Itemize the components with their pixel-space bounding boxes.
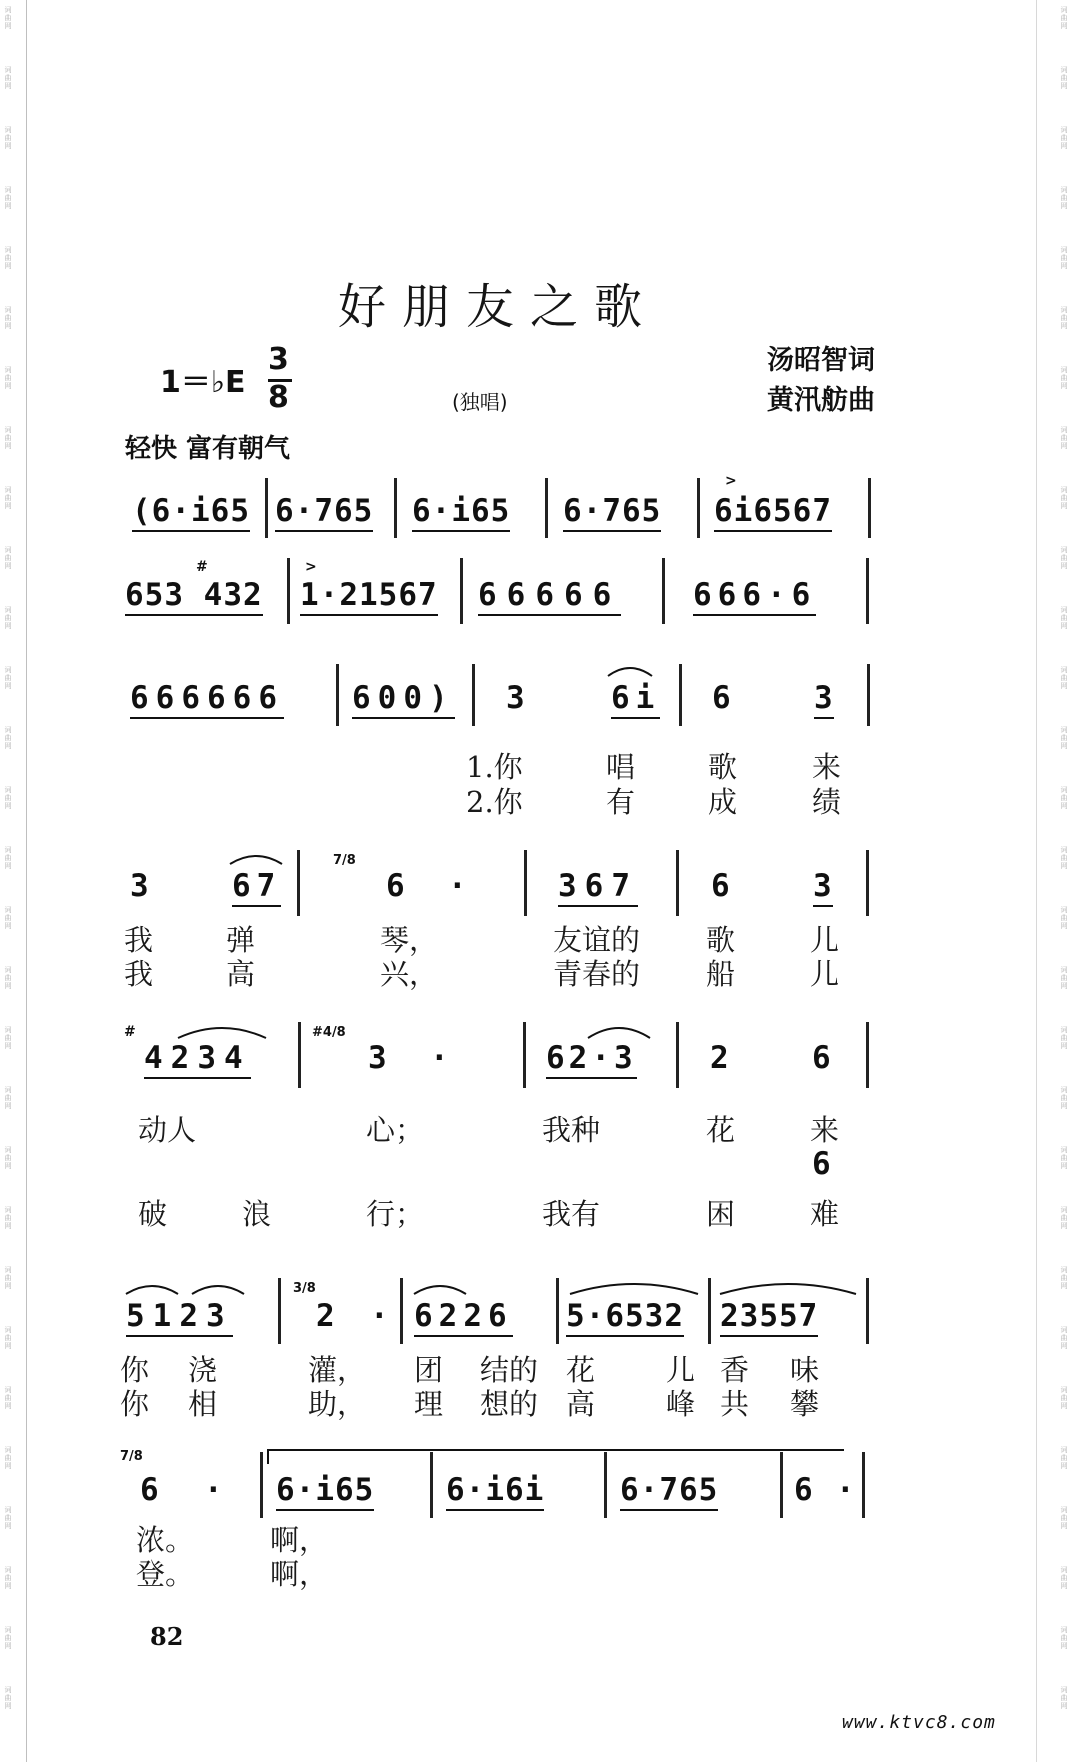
lyric: 团 bbox=[414, 1353, 444, 1387]
barline bbox=[430, 1452, 433, 1518]
slur bbox=[586, 1024, 652, 1040]
note: 6 bbox=[386, 868, 406, 904]
watermark-glyph: 词曲网 bbox=[1060, 246, 1068, 270]
barline bbox=[400, 1278, 403, 1344]
watermark-glyph: 词曲网 bbox=[1060, 6, 1068, 30]
watermark-glyph: 词曲网 bbox=[1060, 1266, 1068, 1290]
slur bbox=[568, 1280, 700, 1296]
lyric: 我种 bbox=[542, 1113, 601, 1147]
lyric: 想的 bbox=[480, 1387, 539, 1421]
watermark-glyph: 词曲网 bbox=[1060, 306, 1068, 330]
lyric: 1.你 bbox=[466, 750, 523, 784]
watermark-glyph: 词曲网 bbox=[4, 1086, 12, 1110]
lyric: 相 bbox=[188, 1387, 218, 1421]
watermark-glyph: 词曲网 bbox=[1060, 1626, 1068, 1650]
barline bbox=[662, 558, 665, 624]
note-group: 600) bbox=[352, 680, 455, 719]
barline bbox=[297, 850, 300, 916]
watermark-glyph: 词曲网 bbox=[4, 1446, 12, 1470]
meter-bottom: 8 bbox=[268, 380, 289, 415]
watermark-glyph: 词曲网 bbox=[1060, 906, 1068, 930]
watermark-column-right bbox=[1058, 0, 1072, 1762]
watermark-glyph: 词曲网 bbox=[1060, 966, 1068, 990]
lyric: 行； bbox=[366, 1197, 425, 1231]
lyric: 花 bbox=[706, 1113, 736, 1147]
watermark-glyph: 词曲网 bbox=[4, 486, 12, 510]
note: 3 bbox=[506, 680, 526, 716]
barline bbox=[679, 664, 682, 726]
barline bbox=[708, 1278, 711, 1344]
watermark-glyph: 词曲网 bbox=[4, 66, 12, 90]
barline bbox=[676, 850, 679, 916]
note-group: 666·6 bbox=[693, 577, 816, 616]
watermark-glyph: 词曲网 bbox=[4, 1386, 12, 1410]
alt-note: 6 bbox=[812, 1146, 832, 1182]
watermark-glyph: 词曲网 bbox=[4, 126, 12, 150]
note: 6 bbox=[812, 1040, 832, 1076]
sharp-mark: # bbox=[124, 1024, 136, 1040]
lyric: 破 bbox=[138, 1197, 168, 1231]
watermark-glyph: 词曲网 bbox=[1060, 1086, 1068, 1110]
accent-mark: > bbox=[725, 473, 737, 489]
page-edge-right bbox=[1036, 0, 1037, 1762]
dot: · bbox=[370, 1298, 390, 1334]
lyric: 成 bbox=[708, 785, 738, 819]
watermark-glyph: 词曲网 bbox=[1060, 486, 1068, 510]
note-group: 5123 bbox=[126, 1298, 233, 1337]
lyric: 香 bbox=[720, 1353, 750, 1387]
lyric: 助， bbox=[308, 1387, 367, 1421]
watermark-glyph: 词曲网 bbox=[4, 186, 12, 210]
note-group: 23557 bbox=[720, 1298, 818, 1337]
lyric: 结的 bbox=[480, 1353, 539, 1387]
accent-mark: > bbox=[305, 559, 317, 575]
watermark-glyph: 词曲网 bbox=[4, 246, 12, 270]
watermark-glyph: 词曲网 bbox=[4, 1626, 12, 1650]
note-group: 6i6567 bbox=[714, 493, 832, 532]
page-edge-left bbox=[26, 0, 27, 1762]
watermark-glyph: 词曲网 bbox=[4, 1266, 12, 1290]
barline bbox=[780, 1452, 783, 1518]
tempo-marking: 轻快 富有朝气 bbox=[125, 434, 291, 464]
watermark-glyph: 词曲网 bbox=[4, 546, 12, 570]
slur bbox=[718, 1280, 858, 1296]
watermark-glyph: 词曲网 bbox=[1060, 186, 1068, 210]
slur bbox=[176, 1024, 268, 1040]
lyric: 浇 bbox=[188, 1353, 218, 1387]
lyric: 峰 bbox=[666, 1387, 696, 1421]
barline bbox=[866, 558, 869, 624]
note: 3 bbox=[368, 1040, 388, 1076]
note: 6 bbox=[140, 1472, 160, 1508]
lyric: 困 bbox=[706, 1197, 736, 1231]
note-group: 367 bbox=[558, 868, 638, 907]
barline bbox=[604, 1452, 607, 1518]
meter-top: 3 bbox=[268, 342, 289, 377]
lyric: 攀 bbox=[790, 1387, 820, 1421]
barline bbox=[676, 1022, 679, 1088]
barline bbox=[866, 1022, 869, 1088]
watermark-glyph: 词曲网 bbox=[1060, 1146, 1068, 1170]
watermark-column-left bbox=[2, 0, 16, 1762]
watermark-glyph: 词曲网 bbox=[1060, 126, 1068, 150]
watermark-glyph: 词曲网 bbox=[1060, 1386, 1068, 1410]
lyric: 2.你 bbox=[466, 785, 523, 819]
lyric: 你 bbox=[120, 1353, 150, 1387]
note: 6 bbox=[711, 868, 731, 904]
barline bbox=[545, 478, 548, 538]
note-group: 5·6532 bbox=[566, 1298, 684, 1337]
note-group: 67 bbox=[232, 868, 281, 907]
lyric: 唱 bbox=[606, 750, 636, 784]
note-group: 6·i65 bbox=[276, 1472, 374, 1511]
lyric: 难 bbox=[810, 1197, 840, 1231]
lyric: 来 bbox=[812, 750, 842, 784]
watermark-glyph: 词曲网 bbox=[4, 6, 12, 30]
watermark-glyph: 词曲网 bbox=[1060, 426, 1068, 450]
watermark-glyph: 词曲网 bbox=[1060, 1026, 1068, 1050]
note-group: 653 432 bbox=[125, 577, 263, 616]
note: 2 bbox=[710, 1040, 730, 1076]
watermark-glyph: 词曲网 bbox=[4, 1326, 12, 1350]
watermark-glyph: 词曲网 bbox=[1060, 786, 1068, 810]
slur bbox=[606, 664, 654, 678]
meter-change: 7/8 bbox=[120, 1449, 143, 1464]
lyric: 琴， bbox=[380, 923, 439, 957]
note: 3 bbox=[813, 868, 833, 907]
note: 6 bbox=[712, 680, 732, 716]
watermark-glyph: 词曲网 bbox=[1060, 846, 1068, 870]
lyric: 浪 bbox=[242, 1197, 272, 1231]
key-signature: 1＝♭E bbox=[160, 365, 246, 400]
note-group: (6·i65 bbox=[132, 493, 250, 532]
dot: · bbox=[430, 1040, 450, 1076]
note-group: 62·3 bbox=[546, 1040, 637, 1079]
phrase-bracket bbox=[266, 1444, 846, 1466]
lyric: 我 bbox=[124, 957, 154, 991]
watermark-glyph: 词曲网 bbox=[1060, 1446, 1068, 1470]
song-title: 好朋友之歌 bbox=[338, 279, 659, 335]
watermark-glyph: 词曲网 bbox=[1060, 666, 1068, 690]
note: 3 bbox=[814, 680, 834, 719]
watermark-glyph: 词曲网 bbox=[4, 1206, 12, 1230]
lyricist-credit: 汤昭智词 bbox=[767, 345, 875, 376]
barline bbox=[298, 1022, 301, 1088]
barline bbox=[472, 664, 475, 726]
barline bbox=[336, 664, 339, 726]
barline bbox=[556, 1278, 559, 1344]
watermark-glyph: 词曲网 bbox=[1060, 1686, 1068, 1710]
sharp-mark: # bbox=[196, 559, 208, 575]
meter-change: 3/8 bbox=[293, 1281, 316, 1296]
lyric: 动人 bbox=[138, 1113, 197, 1147]
note-group: 66666 bbox=[478, 577, 621, 616]
lyric: 绩 bbox=[812, 785, 842, 819]
barline bbox=[523, 1022, 526, 1088]
dot: · bbox=[204, 1472, 224, 1508]
lyric: 啊， bbox=[270, 1523, 329, 1557]
barline bbox=[265, 478, 268, 538]
note-group: 6·i6i bbox=[446, 1472, 544, 1511]
lyric: 高 bbox=[226, 957, 256, 991]
watermark-glyph: 词曲网 bbox=[4, 846, 12, 870]
lyric: 登。 bbox=[136, 1557, 195, 1591]
lyric: 灌， bbox=[308, 1353, 367, 1387]
note: 6 bbox=[794, 1472, 814, 1508]
watermark-glyph: 词曲网 bbox=[4, 1026, 12, 1050]
barline bbox=[868, 478, 871, 538]
watermark-glyph: 词曲网 bbox=[4, 786, 12, 810]
watermark-glyph: 词曲网 bbox=[1060, 546, 1068, 570]
watermark-glyph: 词曲网 bbox=[1060, 606, 1068, 630]
lyric: 儿 bbox=[810, 923, 840, 957]
lyric: 我有 bbox=[542, 1197, 601, 1231]
watermark-glyph: 词曲网 bbox=[4, 726, 12, 750]
lyric: 你 bbox=[120, 1387, 150, 1421]
note-group: 4234 bbox=[144, 1040, 251, 1079]
watermark-glyph: 词曲网 bbox=[1060, 1506, 1068, 1530]
lyric: 船 bbox=[706, 957, 736, 991]
note: 3 bbox=[130, 868, 150, 904]
lyric: 啊， bbox=[270, 1557, 329, 1591]
lyric: 歌 bbox=[706, 923, 736, 957]
lyric: 友谊的 bbox=[553, 923, 641, 957]
performance-note: (独唱) bbox=[452, 390, 508, 414]
note-group: 6·765 bbox=[563, 493, 661, 532]
lyric: 心； bbox=[366, 1113, 425, 1147]
watermark-glyph: 词曲网 bbox=[4, 966, 12, 990]
dot: · bbox=[836, 1472, 856, 1508]
watermark-glyph: 词曲网 bbox=[4, 666, 12, 690]
watermark-glyph: 词曲网 bbox=[4, 906, 12, 930]
watermark-glyph: 词曲网 bbox=[1060, 726, 1068, 750]
barline bbox=[524, 850, 527, 916]
barline bbox=[866, 850, 869, 916]
watermark-glyph: 词曲网 bbox=[1060, 1566, 1068, 1590]
lyric: 弹 bbox=[226, 923, 256, 957]
watermark-glyph: 词曲网 bbox=[4, 426, 12, 450]
note-group: 1·21567 bbox=[300, 577, 438, 616]
watermark-glyph: 词曲网 bbox=[1060, 366, 1068, 390]
watermark-glyph: 词曲网 bbox=[4, 1506, 12, 1530]
slur bbox=[228, 852, 284, 866]
lyric: 高 bbox=[566, 1387, 596, 1421]
lyric: 有 bbox=[606, 785, 636, 819]
note: 2 bbox=[316, 1298, 336, 1334]
barline bbox=[697, 478, 700, 538]
watermark-glyph: 词曲网 bbox=[4, 1686, 12, 1710]
lyric: 浓。 bbox=[136, 1523, 195, 1557]
note-group: 6·765 bbox=[275, 493, 373, 532]
note-group: 666666 bbox=[130, 680, 284, 719]
watermark-glyph: 词曲网 bbox=[4, 1566, 12, 1590]
watermark-glyph: 词曲网 bbox=[1060, 1206, 1068, 1230]
note-group: 6·765 bbox=[620, 1472, 718, 1511]
slur bbox=[412, 1282, 468, 1296]
meter-change: 7/8 bbox=[333, 853, 356, 868]
watermark-glyph: 词曲网 bbox=[1060, 1326, 1068, 1350]
barline bbox=[867, 664, 870, 726]
page-number: 82 bbox=[150, 1622, 184, 1651]
watermark-glyph: 词曲网 bbox=[1060, 66, 1068, 90]
watermark-glyph: 词曲网 bbox=[4, 306, 12, 330]
lyric: 共 bbox=[720, 1387, 750, 1421]
note-group: 6·i65 bbox=[412, 493, 510, 532]
meter-change: #4/8 bbox=[312, 1025, 346, 1040]
lyric: 我 bbox=[124, 923, 154, 957]
watermark-glyph: 词曲网 bbox=[4, 606, 12, 630]
composer-credit: 黄汛舫曲 bbox=[767, 385, 875, 416]
lyric: 青春的 bbox=[553, 957, 641, 991]
lyric: 兴， bbox=[380, 957, 439, 991]
barline bbox=[862, 1452, 865, 1518]
watermark-glyph: 词曲网 bbox=[4, 1146, 12, 1170]
lyric: 来 bbox=[810, 1113, 840, 1147]
barline bbox=[278, 1278, 281, 1344]
slur bbox=[124, 1282, 180, 1296]
note-group: 6226 bbox=[414, 1298, 513, 1337]
barline bbox=[260, 1452, 263, 1518]
barline bbox=[287, 558, 290, 624]
website-watermark: www.ktvc8.com bbox=[842, 1712, 996, 1733]
watermark-glyph: 词曲网 bbox=[4, 366, 12, 390]
lyric: 儿 bbox=[810, 957, 840, 991]
note-group: 6i bbox=[611, 680, 660, 719]
lyric: 花 bbox=[566, 1353, 596, 1387]
slur bbox=[190, 1282, 246, 1296]
lyric: 理 bbox=[414, 1387, 444, 1421]
dot: · bbox=[448, 868, 468, 904]
barline bbox=[394, 478, 397, 538]
lyric: 味 bbox=[790, 1353, 820, 1387]
lyric: 歌 bbox=[708, 750, 738, 784]
barline bbox=[460, 558, 463, 624]
barline bbox=[866, 1278, 869, 1344]
lyric: 儿 bbox=[666, 1353, 696, 1387]
